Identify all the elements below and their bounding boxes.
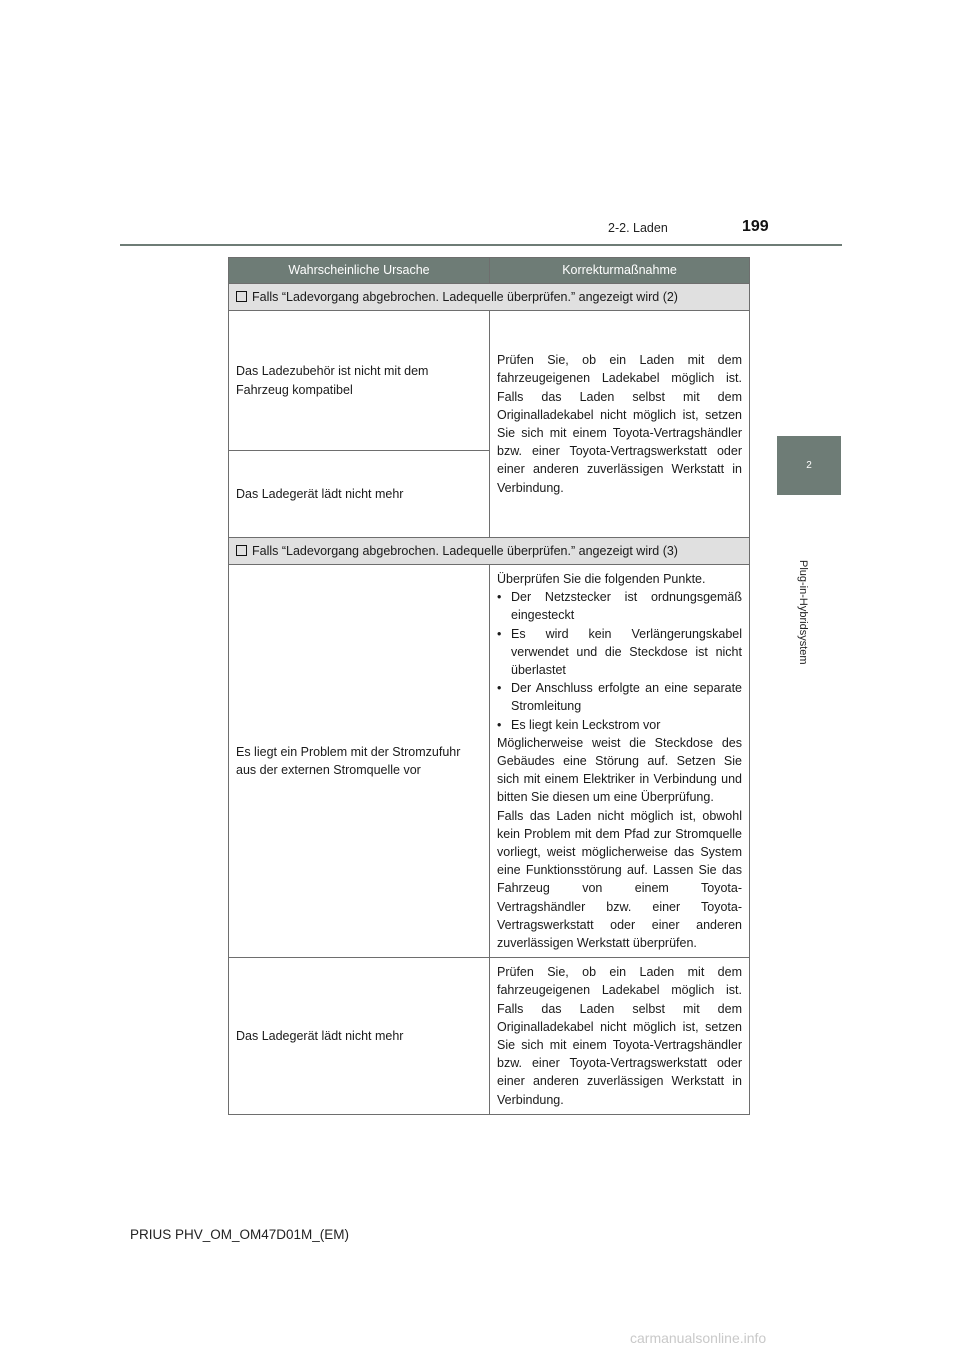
- cause-cell: Es liegt ein Problem mit der Stromzufuhr aus der externen Stromquelle vor: [229, 565, 490, 958]
- condition-text: Falls “Ladevorgang abgebrochen. Ladequelle überprüfen.” angezeigt wird (2): [252, 289, 678, 304]
- cause-cell: Das Ladegerät lädt nicht mehr: [229, 451, 490, 538]
- table-row: [229, 565, 750, 958]
- list-item: • Der Netzstecker ist ordnungsgemäß eingesteckt: [497, 588, 742, 624]
- condition-row: [229, 538, 750, 565]
- troubleshooting-table: [228, 257, 750, 1115]
- checkbox-icon: [236, 545, 247, 556]
- condition-text: Falls “Ladevorgang abgebrochen. Ladequelle überprüfen.” angezeigt wird (3): [252, 543, 678, 558]
- column-header-action: Korrekturmaßnahme: [490, 258, 750, 284]
- action-cell: [490, 565, 750, 958]
- list-item: • Es liegt kein Leckstrom vor: [497, 716, 742, 734]
- table-row: [229, 958, 750, 1115]
- table-row: [229, 311, 750, 451]
- action-intro: Überprüfen Sie die folgenden Punkte.: [497, 572, 706, 586]
- action-paragraph: Falls das Laden nicht möglich ist, obwohl kein Problem mit dem Pfad zur Stromquelle vorliegt, weist möglicherweise das System eine Funktionsstörung auf. Lassen Sie das Fahrzeug von einem Toyota-Vertragshändler bzw. einer Toyota-Vertragswerkstatt oder einer anderen zuverlässigen Werkstatt überprüfen.: [497, 808, 742, 951]
- section-title: 2-2. Laden: [608, 221, 668, 235]
- cause-cell: Das Ladezubehör ist nicht mit dem Fahrzeug kompatibel: [229, 311, 490, 451]
- column-header-cause: Wahrscheinliche Ursache: [229, 258, 490, 284]
- action-paragraph: Möglicherweise weist die Steckdose des Gebäudes eine Störung auf. Setzen Sie sich mit einem Elektriker in Verbindung und bitten Sie diesen um eine Überprüfung.: [497, 735, 742, 805]
- condition-cell: [229, 538, 750, 565]
- table-header-row: [229, 258, 750, 284]
- chapter-title: Plug-in-Hybridsystem: [797, 560, 809, 665]
- document-id: PRIUS PHV_OM_OM47D01M_(EM): [130, 1227, 350, 1242]
- checklist: [497, 588, 742, 734]
- cause-cell: Das Ladegerät lädt nicht mehr: [229, 958, 490, 1115]
- condition-cell: [229, 284, 750, 311]
- chapter-tab[interactable]: 2: [777, 436, 841, 495]
- condition-row: [229, 284, 750, 311]
- action-cell: Prüfen Sie, ob ein Laden mit dem fahrzeugeigenen Ladekabel möglich ist. Falls das Laden selbst mit dem Originalladekabel nicht möglich ist, setzen Sie sich mit einem Toyota-Vertragshändler bzw. einer Toyota-Vertragswerkstatt oder einer anderen zuverlässigen Werkstatt in Verbindung.: [490, 311, 750, 538]
- header-rule: [120, 244, 842, 246]
- list-item: • Der Anschluss erfolgte an eine separate Stromleitung: [497, 679, 742, 715]
- action-cell: Prüfen Sie, ob ein Laden mit dem fahrzeugeigenen Ladekabel möglich ist. Falls das Laden selbst mit dem Originalladekabel nicht möglich ist, setzen Sie sich mit einem Toyota-Vertragshändler bzw. einer Toyota-Vertragswerkstatt oder einer anderen zuverlässigen Werkstatt in Verbindung.: [490, 958, 750, 1115]
- checkbox-icon: [236, 291, 247, 302]
- watermark: carmanualsonline.info: [630, 1330, 767, 1346]
- list-item: • Es wird kein Verlängerungskabel verwendet und die Steckdose ist nicht überlastet: [497, 625, 742, 680]
- page-number: 199: [742, 218, 769, 235]
